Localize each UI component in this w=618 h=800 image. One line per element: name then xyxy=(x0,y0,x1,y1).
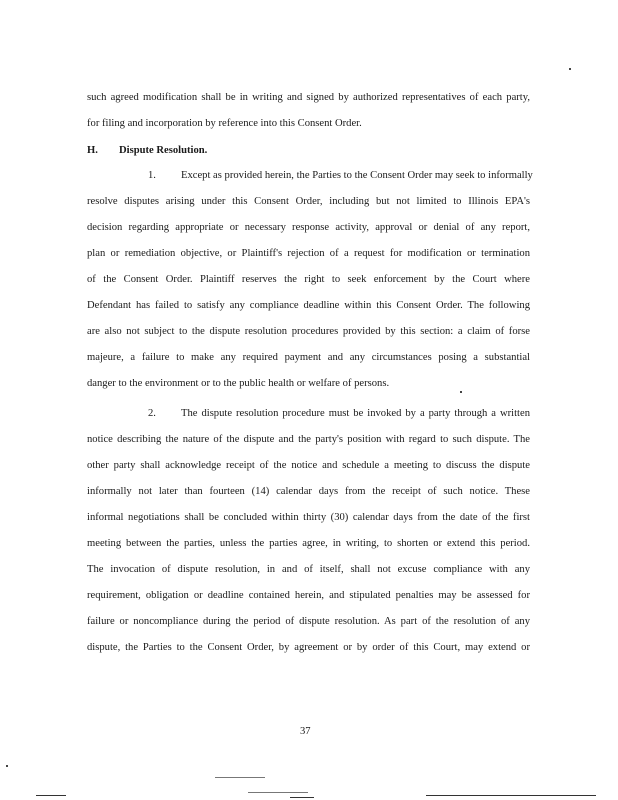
text-line: decision regarding appropriate or necessary response activity, approval or denial of any report, xyxy=(87,222,530,233)
text-line: resolve disputes arising under this Consent Order, including but not limited to Illinois EPA's xyxy=(87,196,530,207)
scan-speck xyxy=(569,68,571,70)
scan-mark-bottom-center xyxy=(215,777,265,778)
text-line: informal negotiations shall be concluded within thirty (30) calendar days from the date of the first xyxy=(87,512,530,523)
text-line: are also not subject to the dispute resolution procedures provided by this section: a claim of forse xyxy=(87,326,530,337)
section-letter: H. xyxy=(87,145,98,156)
text-line: The invocation of dispute resolution, in and of itself, shall not excuse compliance with any xyxy=(87,564,530,575)
text-line: other party shall acknowledge receipt of the notice and schedule a meeting to discuss the dispute xyxy=(87,460,530,471)
scan-speck xyxy=(460,391,462,393)
text-line: requirement, obligation or deadline contained herein, and stipulated penalties may be assessed for xyxy=(87,590,530,601)
text-line: dispute, the Parties to the Consent Order, by agreement or by order of this Court, may extend or xyxy=(87,642,530,653)
text-line: danger to the environment or to the public health or welfare of persons. xyxy=(87,378,390,389)
paragraph-first-line: Except as provided herein, the Parties to the Consent Order may seek to informally xyxy=(181,170,533,181)
text-line: for filing and incorporation by reference into this Consent Order. xyxy=(87,118,362,129)
text-line: such agreed modification shall be in writing and signed by authorized representatives of each party, xyxy=(87,92,530,103)
text-line: failure or noncompliance during the period of dispute resolution. As part of the resolution of any xyxy=(87,616,530,627)
scan-mark-bottom-center xyxy=(290,797,314,798)
text-line: meeting between the parties, unless the parties agree, in writing, to shorten or extend this period. xyxy=(87,538,530,549)
text-line: informally not later than fourteen (14) calendar days from the receipt of such notice. These xyxy=(87,486,530,497)
text-line: majeure, a failure to make any required payment and any circumstances posing a substantial xyxy=(87,352,530,363)
text-line: plan or remediation objective, or Plaintiff's rejection of a request for modification or termination xyxy=(87,248,530,259)
scan-mark-bottom-left xyxy=(36,795,66,796)
paragraph-first-line: The dispute resolution procedure must be invoked by a party through a written xyxy=(181,408,530,419)
paragraph-number: 2. xyxy=(148,408,156,419)
scan-mark-bottom-right xyxy=(426,795,596,796)
scan-mark-bottom-center xyxy=(248,792,308,793)
text-line: Defendant has failed to satisfy any compliance deadline within this Consent Order. The following xyxy=(87,300,530,311)
paragraph-number: 1. xyxy=(148,170,156,181)
page-number: 37 xyxy=(300,726,311,737)
text-line: notice describing the nature of the dispute and the party's position with regard to such dispute. The xyxy=(87,434,530,445)
section-heading xyxy=(87,144,207,158)
scan-speck xyxy=(6,765,8,767)
text-line: of the Consent Order. Plaintiff reserves the right to seek enforcement by the Court where xyxy=(87,274,530,285)
section-title: Dispute Resolution. xyxy=(119,145,208,156)
